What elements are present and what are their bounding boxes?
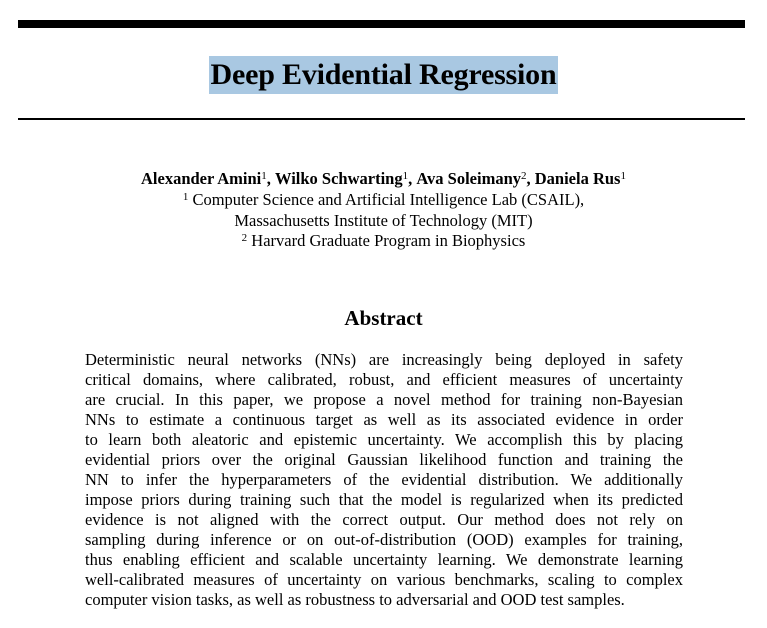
abstract-line: are crucial. In this paper, we propose a novel method for training non-Bayesian [85, 390, 683, 409]
author-0: Alexander Amini$^1$, [141, 169, 275, 188]
author-list [0, 168, 767, 190]
paper-title[interactable]: Deep Evidential Regression [209, 56, 559, 94]
abstract-line: computer vision tasks, as well as robustness to adversarial and OOD test samples. [85, 590, 625, 609]
top-rule [18, 20, 745, 28]
abstract-line: thus enabling efficient and scalable uncertainty learning. We demonstrate learning [85, 550, 683, 569]
abstract-line: impose priors during training such that the model is regularized when its predicted [85, 490, 683, 509]
abstract-line: well-calibrated measures of uncertainty on various benchmarks, scaling to complex [85, 570, 683, 589]
abstract-line: evidential priors over the original Gaussian likelihood function and training the [85, 450, 683, 469]
affiliation-1-line2: Massachusetts Institute of Technology (MIT) [234, 210, 533, 230]
abstract-line: sampling during inference or on out-of-distribution (OOD) examples for training, [85, 530, 683, 549]
affiliation-1: $^1$ Computer Science and Artificial Intelligence Lab (CSAIL), [182, 190, 585, 209]
abstract-line: evidence is not aligned with the correct output. Our method does not rely on [85, 510, 683, 529]
author-1: Wilko Schwarting$^1$, [275, 169, 417, 188]
affiliation-2: $^2$ Harvard Graduate Program in Biophysics [241, 231, 526, 250]
authors-block [0, 168, 767, 252]
abstract-line: NN to infer the hyperparameters of the evidential distribution. We additionally [85, 470, 683, 489]
abstract-heading: Abstract [344, 306, 423, 330]
abstract-line: Deterministic neural networks (NNs) are increasingly being deployed in safety [85, 350, 683, 369]
abstract-line: critical domains, where calibrated, robust, and efficient measures of uncertainty [85, 370, 683, 389]
author-3: Daniela Rus$^1$ [534, 169, 626, 188]
abstract-line: NNs to estimate a continuous target as well as its associated evidence in order [85, 410, 683, 429]
author-2: Ava Soleimany$^2$, [416, 169, 535, 188]
abstract-body [85, 350, 683, 610]
abstract-line: to learn both aleatoric and epistemic uncertainty. We accomplish this by placing [85, 430, 683, 449]
title-container [0, 56, 767, 94]
title-bottom-rule [18, 118, 745, 120]
